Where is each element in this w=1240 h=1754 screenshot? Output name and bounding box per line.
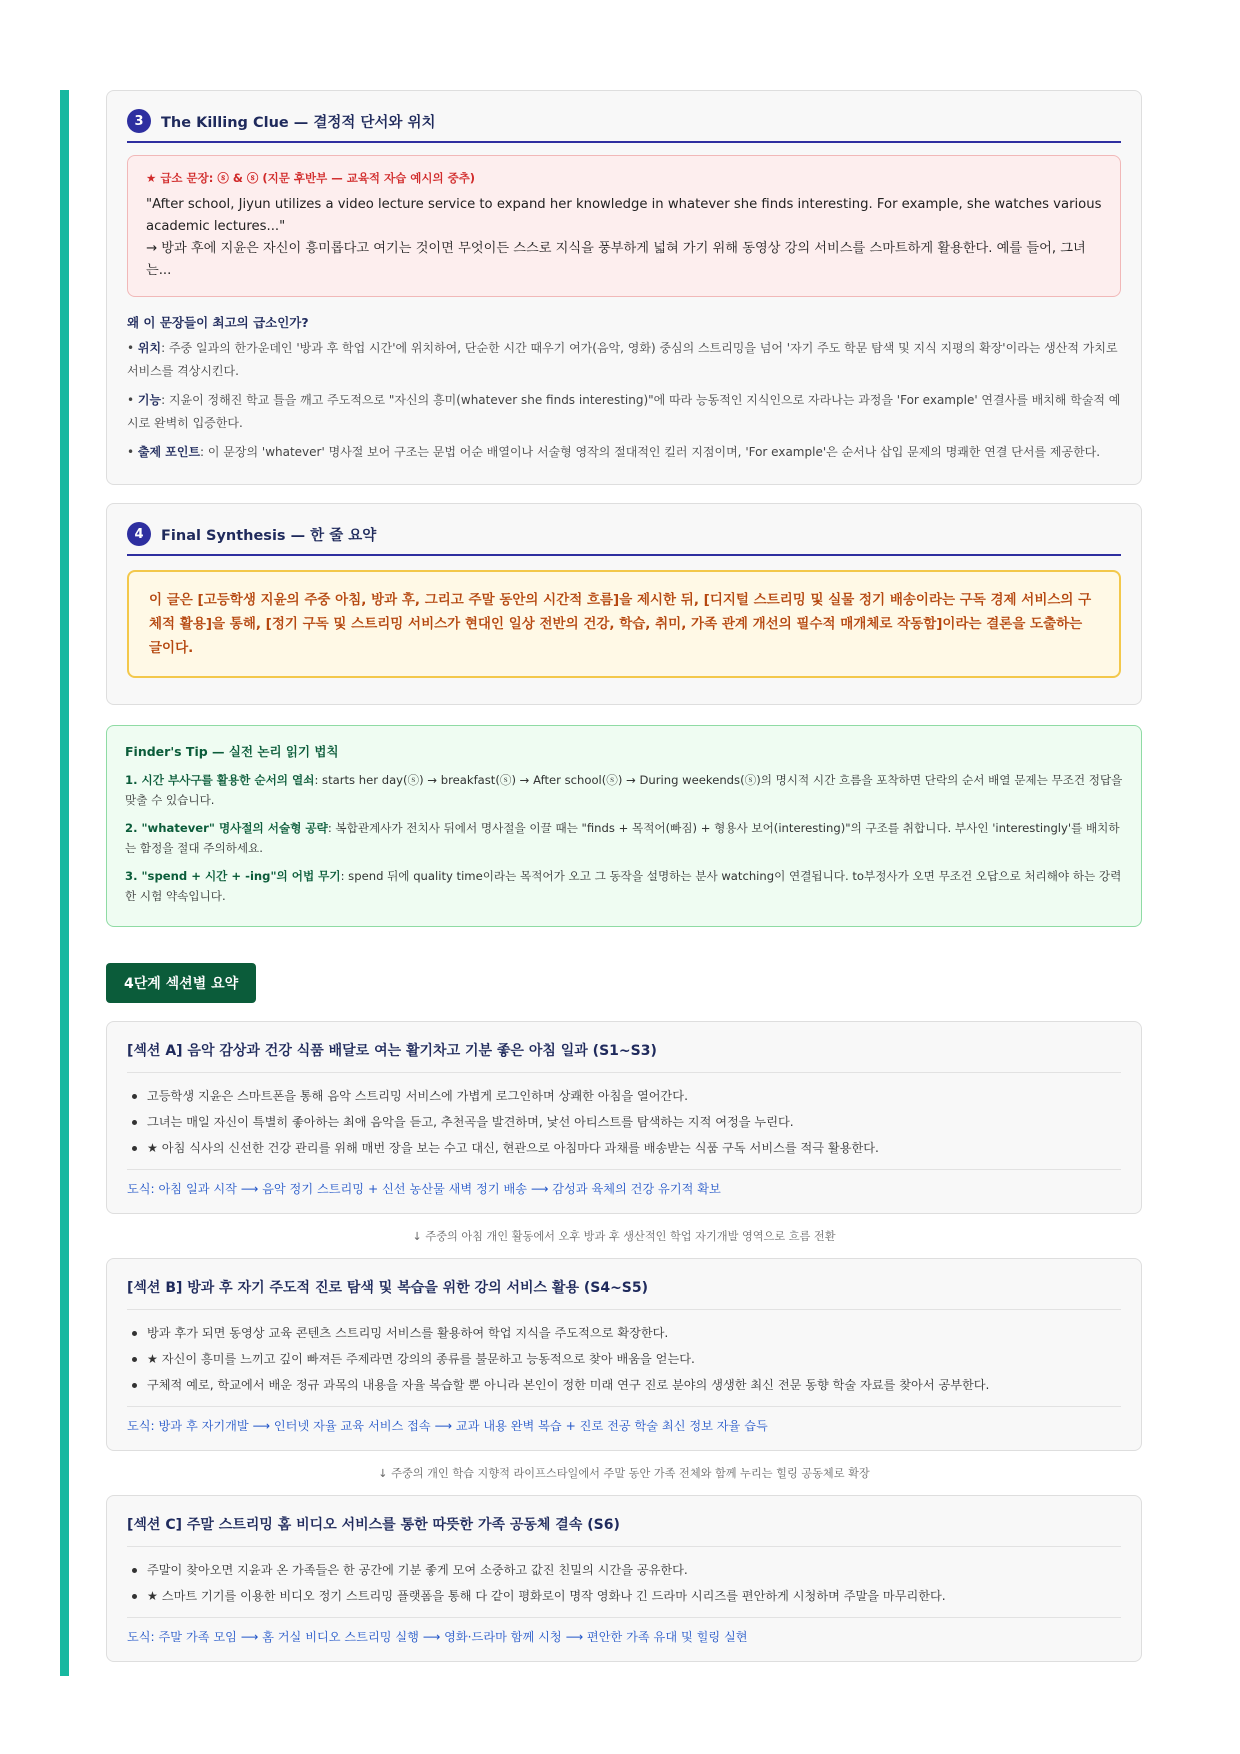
list-item: 구체적 예로, 학교에서 배운 정규 과목의 내용을 자율 복습할 뿐 아니라 본인이 정한 미래 연구 진로 분야의 생생한 최신 전문 동향 학술 자료를 찾아서 공부한다.: [127, 1372, 1121, 1398]
key-sentence-english: "After school, Jiyun utilizes a video lecture service to expand her knowledge in whatever she finds interesting. For example, she watches various academic lectures...": [146, 197, 1102, 234]
why-item-label: 기능: [137, 393, 162, 407]
section-a-card: [106, 1021, 1142, 1214]
tip-item-text: : 복합관계사가 전치사 뒤에서 명사절을 이끌 때는 "finds + 목적어(빠짐) + 형용사 보어(interesting)"의 구조를 취합니다. 부사인 'interestingly'를 배치하는 함정을 절대 주의하세요.: [125, 821, 1120, 855]
synthesis-summary-box: 이 글은 [고등학생 지윤의 주중 아침, 방과 후, 그리고 주말 동안의 시간적 흐름]을 제시한 뒤, [디지털 스트리밍 및 실물 정기 배송이라는 구독 경제 서비스의 구체적 활용]을 통해, [정기 구독 및 스트리밍 서비스가 현대인 일상 전반의 건강, 학습, 취미, 가족 관계 개선의 필수적 매개체로 작동함]이라는 결론을 도출하는 글이다.: [127, 570, 1121, 678]
list-item: 방과 후가 되면 동영상 교육 콘텐츠 스트리밍 서비스를 활용하여 학업 지식을 주도적으로 확장한다.: [127, 1320, 1121, 1346]
section-title: [섹션 B] 방과 후 자기 주도적 진로 탐색 및 복습을 위한 강의 서비스 활용 (S4~S5): [127, 1277, 1121, 1310]
list-item: ★ 아침 식사의 신선한 건강 관리를 위해 매번 장을 보는 수고 대신, 현관으로 아침마다 과채를 배송받는 식품 구독 서비스를 적극 활용한다.: [127, 1135, 1121, 1161]
why-item-text: : 이 문장의 'whatever' 명사절 보어 구조는 문법 어순 배열이나 서술형 영작의 절대적인 킬러 지점이며, 'For example'은 순서나 삽입 문제의 명쾌한 연결 단서를 제공한다.: [200, 445, 1101, 459]
section-bullets: [127, 1547, 1121, 1618]
killing-clue-header: [127, 109, 1121, 143]
killing-clue-title: The Killing Clue — 결정적 단서와 위치: [161, 114, 436, 131]
section-diagram: 도식: 주말 가족 모임 ⟶ 홈 거실 비디오 스트리밍 실행 ⟶ 영화·드라마 함께 시청 ⟶ 편안한 가족 유대 및 힐링 실현: [127, 1630, 748, 1644]
why-item-text: : 지윤이 정해진 학교 틀을 깨고 주도적으로 "자신의 흥미(whatever she finds interesting)"에 따라 능동적인 지식인으로 자라나는 과정을 'For example' 연결사를 배치해 학술적 예시로 완벽히 입증한다.: [127, 393, 1121, 430]
tip-item-label: 1. 시간 부사구를 활용한 순서의 열쇠: [125, 773, 315, 787]
section-bullets: [127, 1310, 1121, 1407]
page-content: [106, 90, 1142, 1662]
finders-tip-box: [106, 725, 1142, 927]
list-item: 그녀는 매일 자신이 특별히 좋아하는 최애 음악을 듣고, 추천곡을 발견하며, 낯선 아티스트를 탐색하는 지적 여정을 누린다.: [127, 1109, 1121, 1135]
section-transition: ↓ 주중의 개인 학습 지향적 라이프스타일에서 주말 동안 가족 전체와 함께 누리는 힐링 공동체로 확장: [378, 1467, 870, 1480]
left-accent-bar: [60, 90, 69, 1676]
why-item-text: : 주중 일과의 한가운데인 '방과 후 학업 시간'에 위치하여, 단순한 시간 때우기 여가(음악, 영화) 중심의 스트리밍을 넘어 '자기 주도 학문 탐색 및 지식 지평의 확장'이라는 생산적 가치로 서비스를 격상시킨다.: [127, 341, 1118, 378]
tip-item: [125, 866, 1123, 906]
why-heading: 왜 이 문장들이 최고의 급소인가?: [127, 315, 309, 330]
key-sentence-label: ★ 급소 문장: ⓢ & ⓢ (지문 후반부 — 교육적 자습 예시의 중추): [146, 171, 476, 185]
final-synthesis-header: [127, 522, 1121, 556]
why-item-label: 출제 포인트: [137, 445, 201, 459]
section-title: [섹션 A] 음악 감상과 건강 식품 배달로 여는 활기차고 기분 좋은 아침 일과 (S1~S3): [127, 1040, 1121, 1073]
key-sentence-korean: → 방과 후에 지윤은 자신이 흥미롭다고 여기는 것이면 무엇이든 스스로 지식을 풍부하게 넓혀 가기 위해 동영상 강의 서비스를 스마트하게 활용한다. 예를 들어, 그녀는...: [146, 241, 1086, 278]
stage-4-badge: 4단계 섹션별 요약: [106, 963, 256, 1003]
killing-clue-card: [106, 90, 1142, 485]
why-item-exam-point: • 출제 포인트: 이 문장의 'whatever' 명사절 보어 구조는 문법 어순 배열이나 서술형 영작의 절대적인 킬러 지점이며, 'For example'은 순서나 삽입 문제의 명쾌한 연결 단서를 제공한다.: [127, 445, 1101, 459]
section-bullets: [127, 1073, 1121, 1170]
list-item: ★ 스마트 기기를 이용한 비디오 정기 스트리밍 플랫폼을 통해 다 같이 평화로이 명작 영화나 긴 드라마 시리즈를 편안하게 시청하며 주말을 마무리한다.: [127, 1583, 1121, 1609]
key-sentence-box: [127, 155, 1121, 297]
why-item-function: • 기능: 지윤이 정해진 학교 틀을 깨고 주도적으로 "자신의 흥미(whatever she finds interesting)"에 따라 능동적인 지식인으로 자라나는 과정을 'For example' 연결사를 배치해 학술적 예시로 완벽히 입증한다.: [127, 393, 1121, 430]
section-b-card: [106, 1258, 1142, 1451]
list-item: 고등학생 지윤은 스마트폰을 통해 음악 스트리밍 서비스에 가볍게 로그인하며 상쾌한 아침을 열어간다.: [127, 1083, 1121, 1109]
tip-item-label: 2. "whatever" 명사절의 서술형 공략: [125, 821, 328, 835]
final-synthesis-card: [106, 503, 1142, 705]
finders-tip-title: Finder's Tip — 실전 논리 읽기 법칙: [125, 744, 339, 759]
why-item-label: 위치: [137, 341, 162, 355]
section-title: [섹션 C] 주말 스트리밍 홈 비디오 서비스를 통한 따뜻한 가족 공동체 결속 (S6): [127, 1514, 1121, 1547]
tip-item: [125, 770, 1123, 810]
tip-item: [125, 818, 1123, 858]
why-item-position: • 위치: 주중 일과의 한가운데인 '방과 후 학업 시간'에 위치하여, 단순한 시간 때우기 여가(음악, 영화) 중심의 스트리밍을 넘어 '자기 주도 학문 탐색 및 지식 지평의 확장'이라는 생산적 가치로 서비스를 격상시킨다.: [127, 341, 1118, 378]
step-number-badge: 3: [127, 109, 151, 133]
step-number-badge: 4: [127, 522, 151, 546]
section-c-card: [106, 1495, 1142, 1662]
section-diagram: 도식: 방과 후 자기개발 ⟶ 인터넷 자율 교육 서비스 접속 ⟶ 교과 내용 완벽 복습 + 진로 전공 학술 최신 정보 자율 습득: [127, 1419, 768, 1433]
section-diagram: 도식: 아침 일과 시작 ⟶ 음악 정기 스트리밍 + 신선 농산물 새벽 정기 배송 ⟶ 감성과 육체의 건강 유기적 확보: [127, 1182, 721, 1196]
tip-item-text: : starts her day(ⓢ) → breakfast(ⓢ) → After school(ⓢ) → During weekends(ⓢ)의 명시적 시간 흐름을 포착하면 단락의 순서 배열 문제는 무조건 정답을 맞출 수 있습니다.: [125, 773, 1123, 807]
final-synthesis-title: Final Synthesis — 한 줄 요약: [161, 527, 377, 544]
list-item: 주말이 찾아오면 지윤과 온 가족들은 한 공간에 기분 좋게 모여 소중하고 값진 친밀의 시간을 공유한다.: [127, 1557, 1121, 1583]
tip-item-text: : spend 뒤에 quality time이라는 목적어가 오고 그 동작을 설명하는 분사 watching이 연결됩니다. to부정사가 오면 무조건 오답으로 처리해야 하는 강력한 시험 약속입니다.: [125, 869, 1122, 903]
tip-item-label: 3. "spend + 시간 + -ing"의 어법 무기: [125, 869, 341, 883]
section-transition: ↓ 주중의 아침 개인 활동에서 오후 방과 후 생산적인 학업 자기개발 영역으로 흐름 전환: [412, 1230, 836, 1243]
list-item: ★ 자신이 흥미를 느끼고 깊이 빠져든 주제라면 강의의 종류를 불문하고 능동적으로 찾아 배움을 얻는다.: [127, 1346, 1121, 1372]
